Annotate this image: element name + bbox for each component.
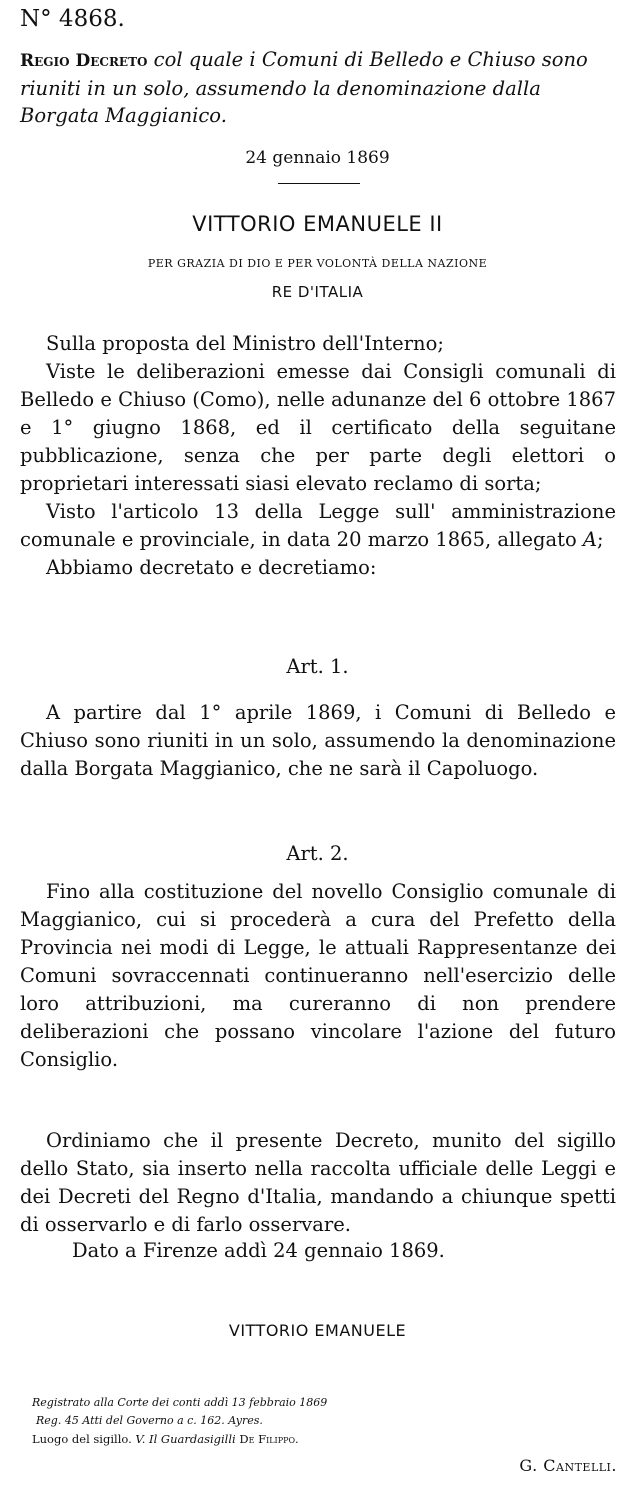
article-1 <box>20 699 616 783</box>
divider-rule <box>278 183 360 184</box>
sovereign-title: RE D'ITALIA <box>271 283 364 301</box>
law-reference-annex: A <box>582 528 597 551</box>
minister-countersignature: G. Cantelli. <box>519 1456 617 1475</box>
seal-line <box>32 1430 327 1448</box>
closing-order-text: Ordiniamo che il presente Decreto, munito del sigillo dello Stato, sia inserto nella raccolta ufficiale delle Leggi e dei Decreti del Regno d'Italia, mandando a chiunque spetti di osservarlo e di farlo osservare. <box>20 1129 616 1236</box>
decree-number: N° 4868. <box>20 6 125 32</box>
preamble-law-reference <box>20 498 616 554</box>
decree-title <box>20 46 620 129</box>
seal-keeper: V. Il Guardasigilli <box>135 1432 236 1446</box>
preamble <box>20 330 616 582</box>
seal-keeper-name: De Filippo. <box>235 1432 299 1446</box>
article-2 <box>20 878 616 1074</box>
royal-signature: VITTORIO EMANUELE <box>228 1321 407 1340</box>
closing-order <box>20 1127 616 1239</box>
title-text: col quale i Comuni di Belledo e Chiuso sono riuniti in un solo, assumendo la denominazione dalla Borgata Maggianico. <box>20 48 588 127</box>
registration-line: Registrato alla Corte dei conti addì 13 febbraio 1869 <box>32 1396 328 1409</box>
decree-date: 24 gennaio 1869 <box>245 148 390 168</box>
article-1-text: A partire dal 1° aprile 1869, i Comuni di Belledo e Chiuso sono riuniti in un solo, assumendo la denominazione dalla Borgata Maggianico, che ne sarà il Capoluogo. <box>20 701 616 780</box>
preamble-deliberations: Viste le deliberazioni emesse dai Consigli comunali di Belledo e Chiuso (Como), nelle adunanze del 6 ottobre 1867 e 1° giugno 1868, ed il certificato della seguitane pubblicazione, senza che per parte degli elettori o proprietari interessati siasi elevato reclamo di sorta; <box>20 360 616 495</box>
law-reference-text: Visto l'articolo 13 della Legge sull' amministrazione comunale e provinciale, in data 20 marzo 1865, allegato <box>20 500 616 551</box>
registration-reference: Reg. 45 Atti del Governo a c. 162. Ayres. <box>36 1414 263 1427</box>
article-1-heading: Art. 1. <box>286 655 349 678</box>
issue-place-date: Dato a Firenze addì 24 gennaio 1869. <box>72 1239 445 1262</box>
article-2-heading: Art. 2. <box>286 842 349 865</box>
preamble-proposal: Sulla proposta del Ministro dell'Interno; <box>46 332 444 355</box>
registration-notes <box>32 1394 327 1448</box>
title-prefix: Regio Decreto <box>20 51 148 71</box>
preamble-decree-formula: Abbiamo decretato e decretiamo: <box>46 556 377 579</box>
law-reference-end: ; <box>597 528 604 551</box>
seal-place: Luogo del sigillo. <box>32 1432 136 1446</box>
sovereign-name: VITTORIO EMANUELE II <box>192 212 443 236</box>
article-2-text: Fino alla costituzione del novello Consiglio comunale di Maggianico, cui si procederà a cura del Prefetto della Provincia nei modi di Legge, le attuali Rappresentanze dei Comuni sovraccennati continueranno nell'esercizio delle loro attribuzioni, ma cureranno di non prendere deliberazioni che possano vincolare l'azione del futuro Consiglio. <box>20 880 616 1071</box>
sovereign-grace: PER GRAZIA DI DIO E PER VOLONTÀ DELLA NAZIONE <box>147 257 488 270</box>
